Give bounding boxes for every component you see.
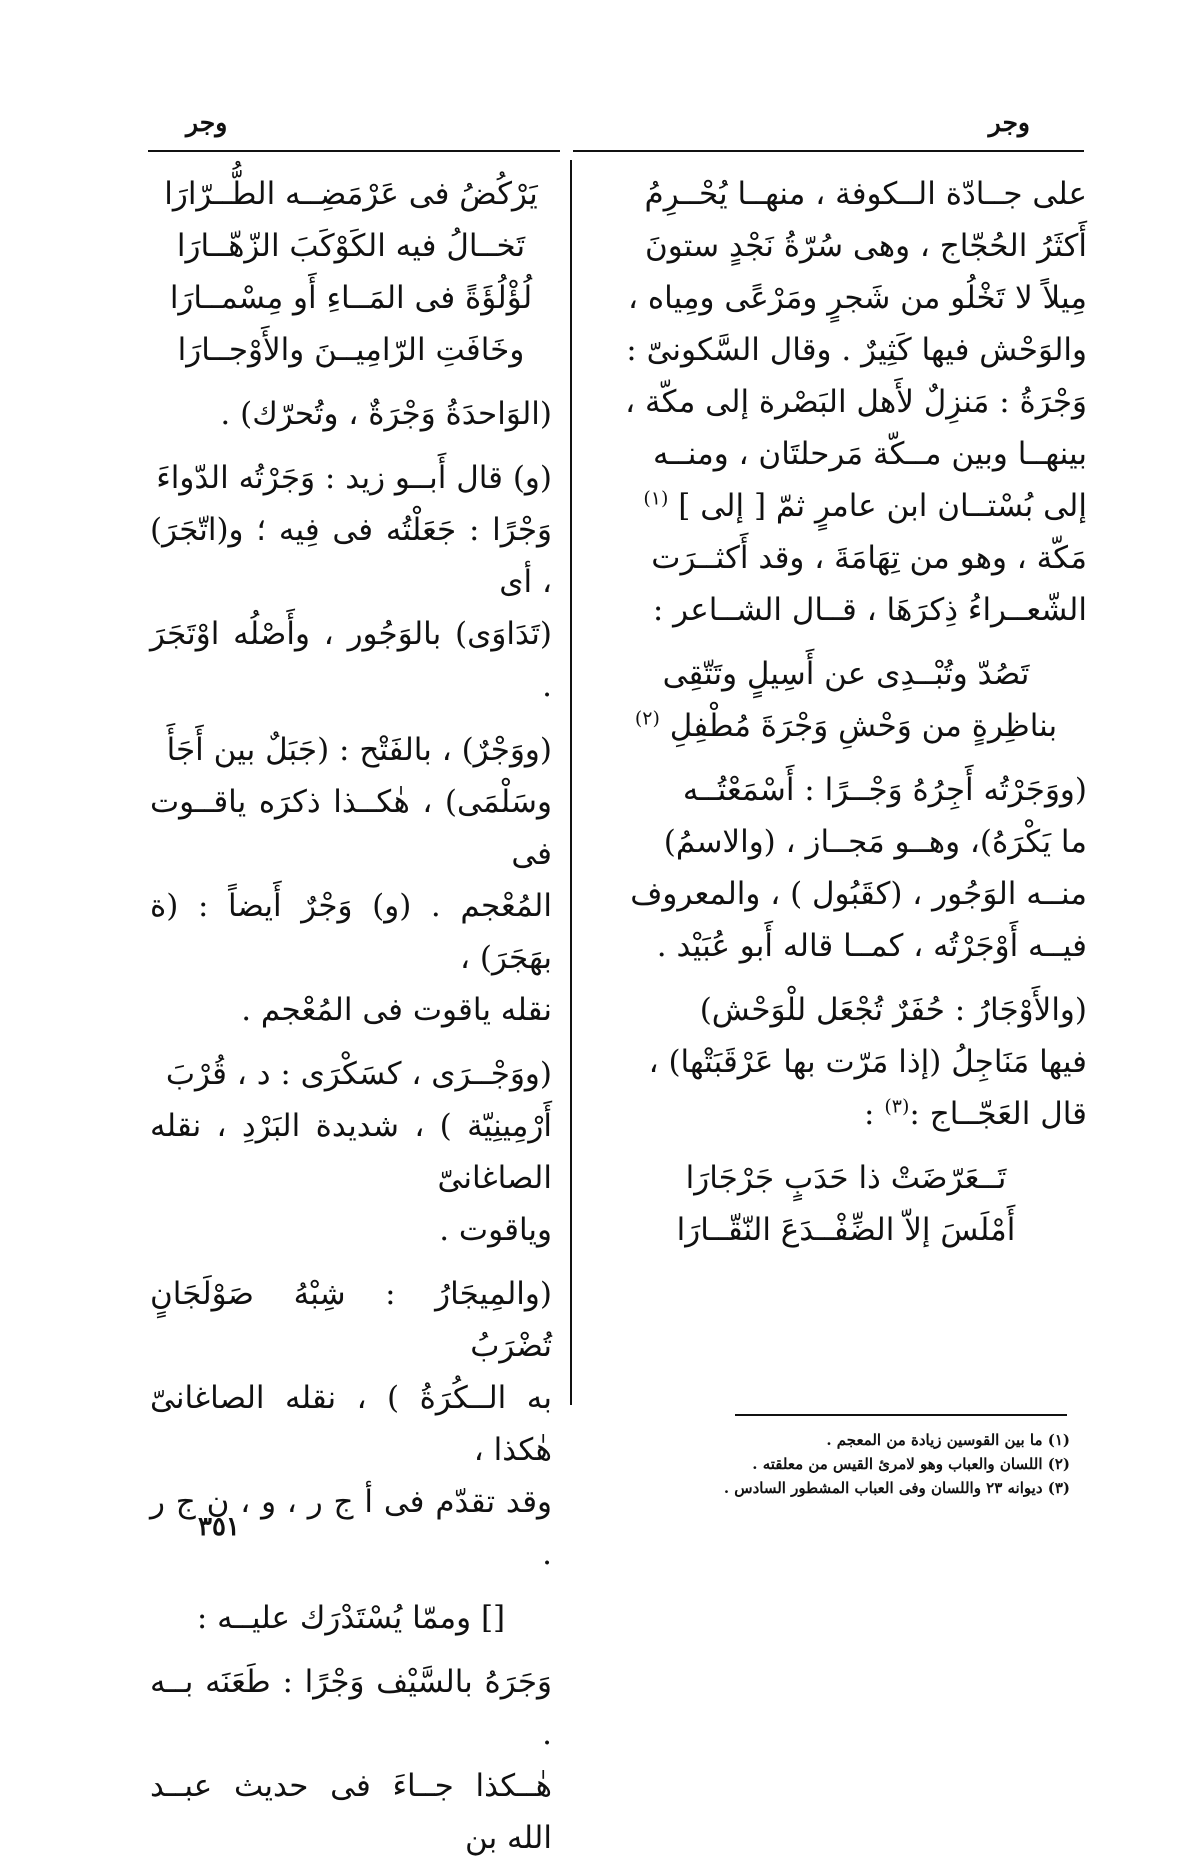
text-line: وَجَرَهُ بالسَّيْف وَجْرًا : طَعَنَه بــه . bbox=[150, 1664, 552, 1752]
text-line: المُعْجم . (و) وَجْرٌ أَيضاً : (ة بهَجَرَ) ، bbox=[150, 888, 552, 976]
page-number: ٣٥١ bbox=[198, 1512, 240, 1542]
section-heading: [] وممّا يُسْتَدْرَك عليــه : bbox=[196, 1600, 506, 1636]
text-line: والوَحْش فيها كَثِيرٌ . وقال السَّكونىّ : bbox=[626, 332, 1087, 368]
column-divider bbox=[570, 160, 572, 1405]
verse-line: أَمْلَسَ إلاّ الضِّفْــدَعَ النّقّــارَا bbox=[676, 1212, 1016, 1248]
text-line: مَكّة ، وهو من تِهَامَةَ ، وقد أَكثــرَت bbox=[651, 540, 1087, 576]
verse-line: تَخــالُ فيه الكَوْكَبَ الزّهّــارَا bbox=[176, 228, 526, 264]
text-line: وَجْرَةُ : مَنزِلٌ لأَهل البَصْرة إلى مكّة ، bbox=[625, 384, 1087, 420]
footnote-marker: (١) bbox=[643, 487, 669, 510]
left-column bbox=[150, 168, 552, 1864]
text-line: وقد تقدّم فى أ ج ر ، و ، ن ج ر . bbox=[150, 1484, 552, 1572]
text-line: (ووَجْــرَى ، كسَكْرَى : د ، قُرْبَ bbox=[165, 1056, 552, 1092]
text-line: أَرْمِينِيّة ) ، شديدة البَرْدِ ، نقله الصاغانىّ bbox=[150, 1108, 552, 1196]
header-rule-right bbox=[573, 150, 1084, 152]
poem-verse bbox=[150, 168, 552, 376]
poem-verse bbox=[605, 648, 1087, 752]
verse-line: لُؤْلُؤَةً فى المَــاءِ أَو مِسْمــارَا bbox=[169, 280, 533, 316]
text-line: (تَدَاوَى) بالوَجُور ، وأَصْلُه اوْتَجَرَ . bbox=[150, 616, 552, 704]
footnote-marker: (٢) bbox=[634, 707, 660, 730]
footnote-marker: (٣) bbox=[884, 1095, 910, 1118]
footnote-rule bbox=[735, 1414, 1067, 1416]
text-line: (الوَاحدَةُ وَجْرَةٌ ، وتُحرّك) . bbox=[220, 396, 552, 432]
text-line-with-footnote bbox=[605, 480, 1087, 532]
verse-line-text: بناظِرةٍ من وَحْشِ وَجْرَةَ مُطْفِلِ bbox=[669, 708, 1058, 744]
text-line: فيها مَنَاجِلُ (إذا مَرّت بها عَرْقَبَتْها) ، bbox=[648, 1044, 1087, 1080]
text-line: وسَلْمَى) ، هٰكــذا ذكرَه ياقــوت فى bbox=[150, 784, 552, 872]
footnote: (٣) ديوانه ٢٣ واللسان وفى العباب المشطور السادس . bbox=[723, 1479, 1070, 1497]
header-rule-left bbox=[148, 150, 560, 152]
text-line: على جــادّة الــكوفة ، منهــا يُحْــرِمُ bbox=[644, 176, 1087, 212]
footnote: (٢) اللسان والعباب وهو لامرئ القيس من معلقته . bbox=[752, 1455, 1070, 1473]
text-line: أَكثَرُ الحُجّاج ، وهى سُرّةُ نَجْدٍ ستونَ bbox=[645, 228, 1087, 264]
text-line: به الــكُرَةُ ) ، نقله الصاغانىّ هٰكذا ، bbox=[150, 1380, 552, 1468]
text-line: هٰــكذا جــاءَ فى حديث عبــد الله بن bbox=[150, 1768, 552, 1856]
text-line: بينهــا وبين مــكّة مَرحلتَان ، ومنــه bbox=[653, 436, 1087, 472]
verse-line: يَرْكُضُ فى عَرْمَضِــه الطُّــرّارَا bbox=[164, 176, 538, 212]
text-line: وَجْرًا : جَعَلْتُه فى فِيه ؛ و(اتّجَرَ) ، أى bbox=[150, 512, 552, 600]
text-line: فيــه أَوْجَرْتُه ، كمــا قاله أَبو عُبَيْد . bbox=[656, 928, 1087, 964]
verse-line: تَصُدّ وتُبْــدِى عن أَسِيلٍ وتَتّقِى bbox=[662, 656, 1030, 692]
text-line: وياقوت . bbox=[439, 1212, 552, 1248]
footnotes bbox=[600, 1428, 1070, 1500]
text-line: (و) قال أَبــو زيد : وَجَرْتُه الدّواءَ bbox=[156, 460, 552, 496]
text-line: (والأَوْجَارُ : حُفَرٌ تُجْعَل للْوَحْش) bbox=[699, 992, 1087, 1028]
poem-verse bbox=[605, 1152, 1087, 1256]
text-line: نقله ياقوت فى المُعْجم . bbox=[241, 992, 552, 1028]
text-line: منــه الوَجُور ، (كقَبُول ) ، والمعروف bbox=[630, 876, 1087, 912]
text-line-with-footnote: قال العَجّــاج :$^{(٣)}$ : bbox=[864, 1095, 1087, 1132]
verse-line: وخَافَتِ الرّامِيــنَ والأَوْجــارَا bbox=[177, 332, 525, 368]
text-line: ما يَكْرَهُ)، وهــو مَجــاز ، (والاسمُ) bbox=[663, 824, 1087, 860]
running-header-left: وجر bbox=[186, 108, 228, 137]
text-line: (والمِيجَارُ : شِبْهُ صَوْلَجَانٍ تُضْرَبُ bbox=[150, 1276, 552, 1364]
right-column bbox=[605, 168, 1087, 1256]
text-line: (ووَجَرْتُه أَجِرُهُ وَجْــرًا : أَسْمَعْتُــه bbox=[682, 772, 1087, 808]
text-line: قال العَجّــاج : bbox=[909, 1096, 1087, 1132]
running-header-right: وجر bbox=[988, 108, 1030, 137]
text-line: مِيلاً لا تَخْلُو من شَجرٍ ومَرْعًى ومِياه ، bbox=[628, 280, 1087, 316]
text-line: إلى بُسْتــان ابن عامرٍ ثمّ [ إلى ] bbox=[678, 488, 1087, 524]
text-line: (ووَجْرٌ) ، بالفَتْح : (جَبَلٌ بين أَجَأَ bbox=[166, 732, 552, 768]
footnote: (١) ما بين القوسين زيادة من المعجم . bbox=[826, 1431, 1070, 1449]
text-line: الشّعــراءُ ذِكرَهَا ، قــال الشــاعر : bbox=[652, 592, 1087, 628]
verse-line: تَــعَرّضَتْ ذا حَدَبٍ جَرْجَارَا bbox=[685, 1160, 1007, 1196]
verse-line-with-footnote bbox=[605, 700, 1087, 752]
